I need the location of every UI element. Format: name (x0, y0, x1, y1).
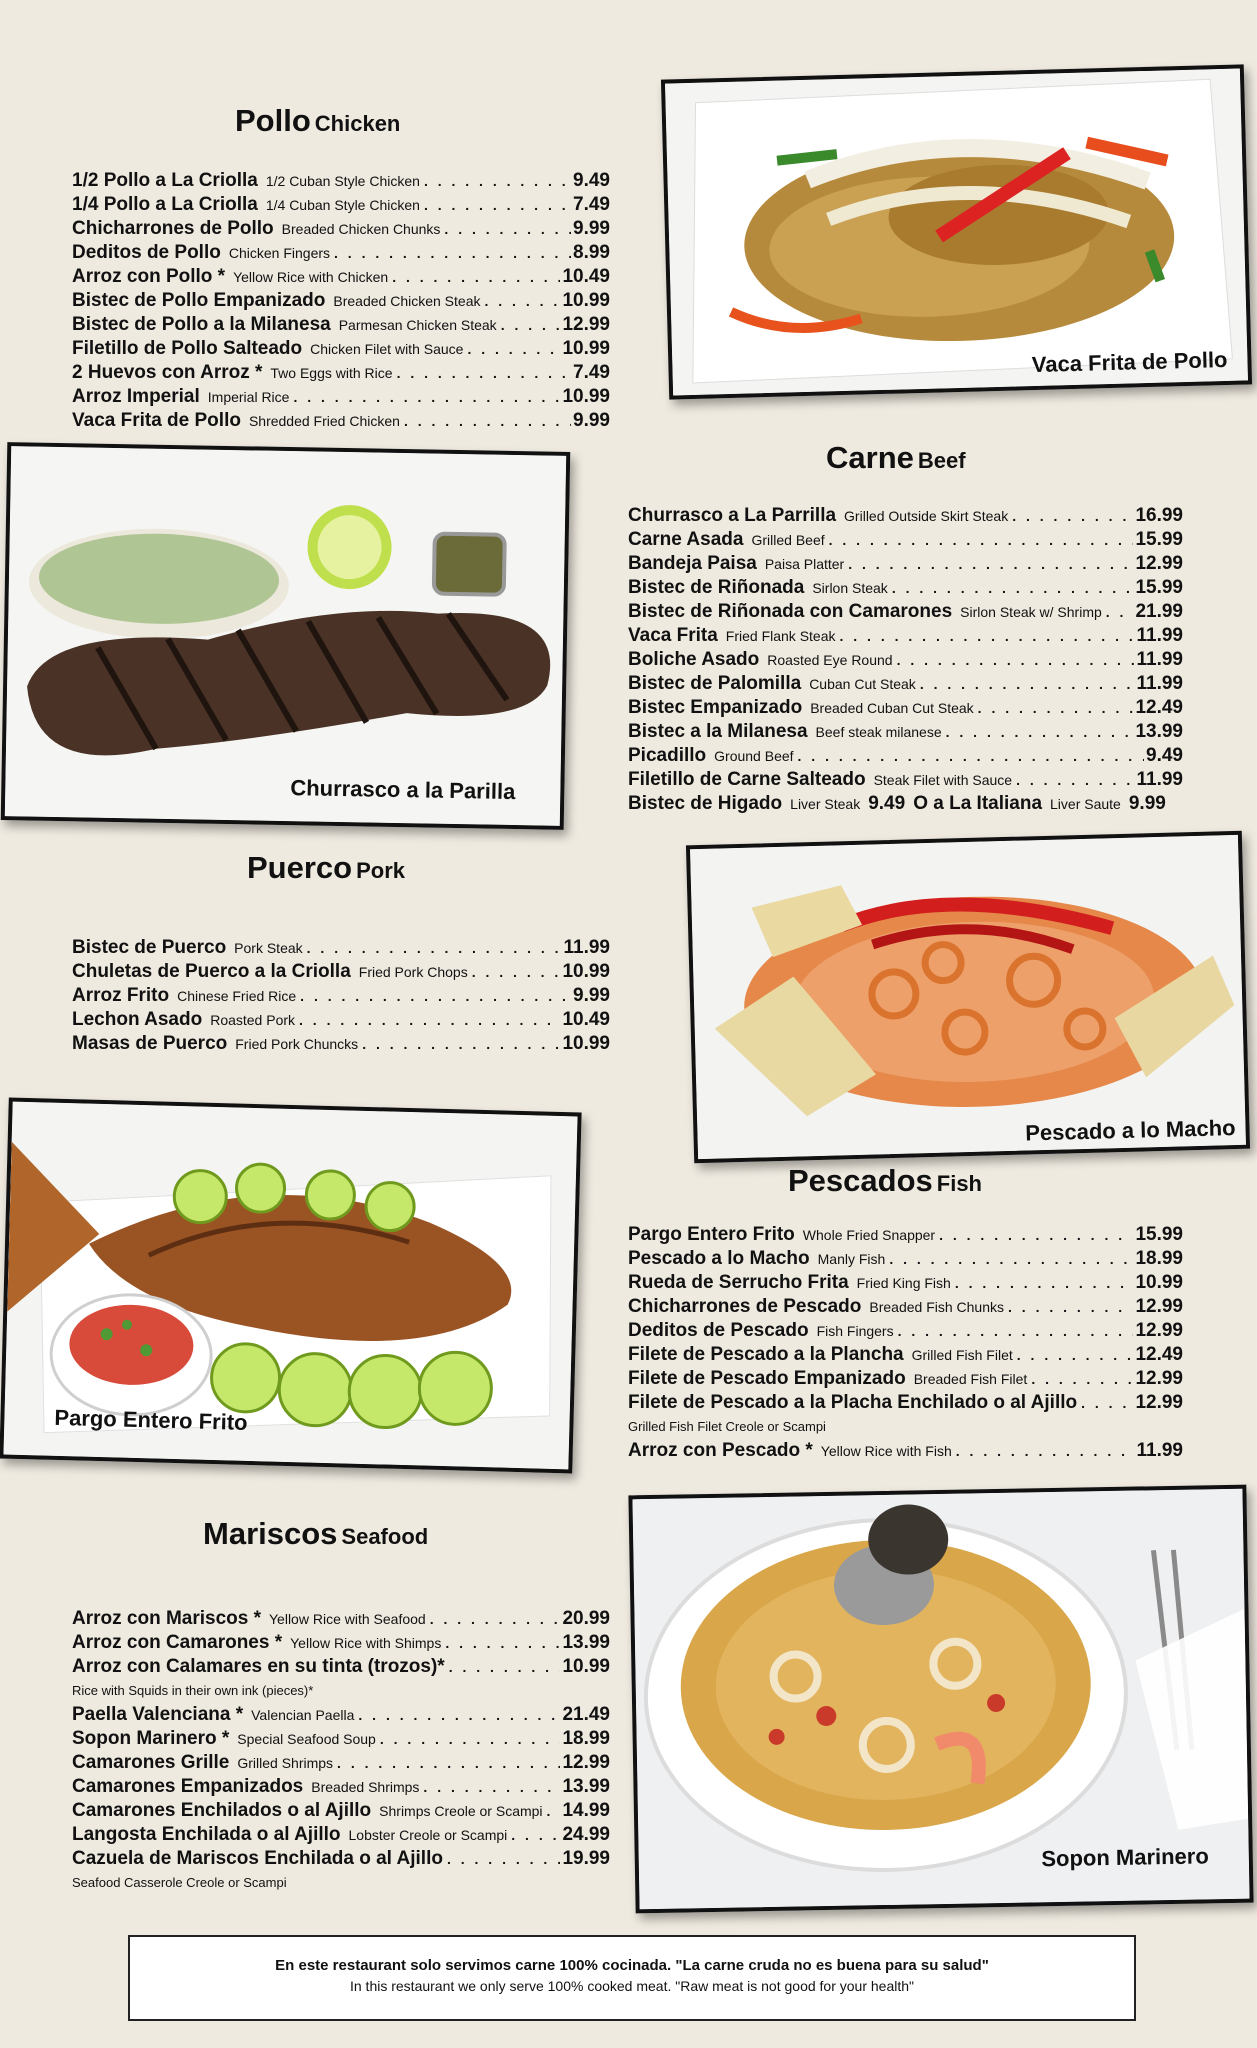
menu-list-pollo (72, 169, 610, 433)
item-name: Masas de Puerco (72, 1033, 228, 1054)
menu-item (628, 624, 1183, 648)
item-price: 9.99 (573, 410, 610, 431)
item-name: Camarones Empanizados (72, 1776, 304, 1797)
item-name: Filete de Pescado a la Placha Enchilado o al Ajillo (628, 1392, 1078, 1413)
item-desc: Breaded Chicken Steak (333, 293, 481, 309)
dot-leader (1008, 1295, 1133, 1319)
item-name: Bandeja Paisa (628, 553, 757, 574)
item-name: Bistec a la Milanesa (628, 721, 808, 742)
item-price: 15.99 (1135, 1224, 1183, 1245)
menu-item (628, 648, 1183, 672)
item-note: Grilled Fish Filet Creole or Scampi (628, 1419, 826, 1434)
menu-item (628, 528, 1183, 552)
item-price: 9.49 (573, 170, 610, 191)
item-note: Seafood Casserole Creole or Scampi (72, 1875, 287, 1890)
item-desc: Grilled Beef (751, 532, 825, 548)
dot-leader (1106, 600, 1134, 624)
cooked-meat-notice (128, 1935, 1136, 2021)
item-price: 10.99 (562, 1033, 610, 1054)
item-desc: Roasted Pork (210, 1012, 296, 1028)
menu-item (72, 984, 610, 1008)
dot-leader (397, 361, 571, 385)
menu-item (72, 1655, 610, 1679)
item-name: Bistec de Puerco (72, 937, 227, 958)
menu-item (72, 409, 610, 433)
item-desc: Yellow Rice with Fish (820, 1443, 952, 1459)
dot-leader (920, 672, 1135, 696)
title-es: Pollo (235, 103, 311, 138)
item-name: Arroz con Camarones * (72, 1632, 283, 1653)
item-desc: 1/2 Cuban Style Chicken (265, 173, 420, 189)
dot-leader (307, 936, 562, 960)
item-price: 11.99 (1136, 769, 1183, 790)
item-price: 11.99 (1136, 1440, 1183, 1461)
item-desc: Two Eggs with Rice (270, 365, 393, 381)
item-price: 10.99 (562, 338, 610, 359)
menu-item (72, 169, 610, 193)
section-title-mariscos (203, 1516, 428, 1552)
section-title-pollo (235, 103, 400, 139)
item-name: Boliche Asado (628, 649, 760, 670)
item-name: Camarones Enchilados o al Ajillo (72, 1800, 372, 1821)
item-desc: Fried Pork Chops (358, 964, 468, 980)
item-name: Arroz con Pollo * (72, 266, 226, 287)
menu-item (628, 1343, 1183, 1367)
menu-item (72, 1775, 610, 1799)
photo-caption: Sopon Marinero (1041, 1843, 1209, 1872)
item-desc: Valencian Paella (251, 1707, 355, 1723)
item-name: Lechon Asado (72, 1009, 203, 1030)
shredded-chicken-plate-image (665, 69, 1248, 396)
menu-item (72, 1847, 610, 1871)
item-desc: Roasted Eye Round (767, 652, 893, 668)
menu-item (72, 1631, 610, 1655)
dot-leader (392, 265, 560, 289)
item-name: Paella Valenciana * (72, 1704, 244, 1725)
item-price: 9.99 (573, 218, 610, 239)
item-name: Arroz con Mariscos * (72, 1608, 261, 1629)
item-desc: Shrimps Creole or Scampi (379, 1803, 543, 1819)
item-desc: Fried Pork Chuncks (235, 1036, 359, 1052)
photo-caption: Churrasco a la Parilla (290, 775, 516, 805)
item-desc: Ground Beef (714, 748, 794, 764)
item-name-alt: O a La Italiana (913, 793, 1043, 814)
dot-leader (447, 1847, 560, 1871)
item-name: Chuletas de Puerco a la Criolla (72, 961, 351, 982)
item-name: Carne Asada (628, 529, 744, 550)
item-name: Chicharrones de Pescado (628, 1296, 862, 1317)
item-desc: Breaded Fish Filet (913, 1371, 1028, 1387)
item-name: Filetillo de Carne Salteado (628, 769, 866, 790)
dot-leader (404, 409, 571, 433)
item-price: 9.49 (1146, 745, 1183, 766)
item-price: 24.99 (562, 1824, 610, 1845)
menu-item (628, 1223, 1183, 1247)
item-price: 10.99 (562, 290, 610, 311)
title-en: Chicken (314, 111, 401, 136)
photo-vaca-frita-de-pollo (661, 64, 1252, 399)
item-price: 15.99 (1135, 577, 1183, 598)
dot-leader (1012, 504, 1133, 528)
item-name: Filete de Pescado Empanizado (628, 1368, 906, 1389)
item-desc: Breaded Chicken Chunks (281, 221, 441, 237)
item-desc: Parmesan Chicken Steak (338, 317, 497, 333)
item-desc-alt: Liver Saute (1050, 796, 1121, 812)
menu-list-carne (628, 504, 1183, 816)
item-desc: Liver Steak (790, 796, 861, 812)
item-price: 13.99 (1135, 721, 1183, 742)
menu-item (72, 960, 610, 984)
dot-leader (501, 313, 561, 337)
menu-list-mariscos (72, 1607, 610, 1895)
item-name: Pargo Entero Frito (628, 1224, 795, 1245)
item-price: 12.99 (562, 1752, 610, 1773)
dot-leader (956, 1439, 1135, 1463)
item-desc: Shredded Fried Chicken (248, 413, 400, 429)
menu-item (72, 313, 610, 337)
item-desc: Pork Steak (234, 940, 303, 956)
item-desc: Imperial Rice (207, 389, 290, 405)
item-note: Rice with Squids in their own ink (pieces)* (72, 1683, 314, 1698)
item-name: 1/4 Pollo a La Criolla (72, 194, 258, 215)
menu-item (72, 265, 610, 289)
item-desc: Yellow Rice with Seafood (269, 1611, 426, 1627)
dot-leader (299, 1008, 560, 1032)
dot-leader (467, 337, 560, 361)
dot-leader (1016, 768, 1134, 792)
dot-leader (445, 1631, 560, 1655)
dot-leader (1017, 1343, 1134, 1367)
menu-item (72, 1727, 610, 1751)
dot-leader (337, 1751, 560, 1775)
dot-leader (424, 193, 571, 217)
item-price: 20.99 (562, 1608, 610, 1629)
dot-leader (293, 385, 560, 409)
title-en: Pork (356, 858, 406, 883)
menu-item (72, 1703, 610, 1727)
dot-leader (430, 1607, 561, 1631)
item-desc: Manly Fish (817, 1251, 886, 1267)
dot-leader (946, 720, 1134, 744)
menu-item (72, 193, 610, 217)
photo-pescado-a-lo-macho (686, 831, 1250, 1163)
item-name: Churrasco a La Parrilla (628, 505, 837, 526)
item-desc: Steak Filet with Sauce (873, 772, 1013, 788)
item-name: Bistec de Palomilla (628, 673, 802, 694)
item-desc: Chinese Fried Rice (177, 988, 297, 1004)
menu-item (72, 241, 610, 265)
item-price: 13.99 (562, 1632, 610, 1653)
dot-leader (897, 648, 1135, 672)
item-desc: Chicken Filet with Sauce (310, 341, 464, 357)
dot-leader (444, 217, 571, 241)
menu-item (72, 217, 610, 241)
menu-item (628, 1247, 1183, 1271)
grilled-steak-plate-image (5, 446, 566, 826)
menu-item (628, 1391, 1183, 1415)
item-desc: Grilled Shrimps (237, 1755, 334, 1771)
item-price: 12.99 (1135, 1320, 1183, 1341)
item-desc: Yellow Rice with Shimps (290, 1635, 442, 1651)
item-price: 11.99 (563, 937, 610, 958)
dot-leader (898, 1319, 1134, 1343)
dot-leader (840, 624, 1135, 648)
item-price: 12.49 (1135, 1344, 1183, 1365)
item-name: Sopon Marinero * (72, 1728, 230, 1749)
item-price: 15.99 (1135, 529, 1183, 550)
menu-item (72, 1823, 610, 1847)
item-desc: Fried Flank Steak (725, 628, 836, 644)
item-desc: Yellow Rice with Chicken (233, 269, 389, 285)
title-en: Seafood (341, 1524, 429, 1549)
item-price-alt: 9.99 (1128, 793, 1166, 814)
item-price: 21.99 (1135, 601, 1183, 622)
menu-item (628, 768, 1183, 792)
section-title-pescados (788, 1163, 982, 1199)
item-desc: Special Seafood Soup (237, 1731, 376, 1747)
dot-leader (484, 289, 560, 313)
section-title-puerco (247, 850, 405, 886)
item-desc: Grilled Fish Filet (911, 1347, 1013, 1363)
title-es: Carne (826, 440, 914, 475)
menu-item (628, 1271, 1183, 1295)
item-name: Pescado a lo Macho (628, 1248, 810, 1269)
item-price: 10.49 (562, 1009, 610, 1030)
dot-leader (358, 1703, 560, 1727)
item-name: Vaca Frita (628, 625, 718, 646)
menu-list-pescados (628, 1223, 1183, 1463)
menu-item (72, 1799, 610, 1823)
item-price: 10.99 (562, 386, 610, 407)
item-desc: Grilled Outside Skirt Steak (844, 508, 1009, 524)
item-price: 18.99 (562, 1728, 610, 1749)
item-price: 19.99 (562, 1848, 610, 1869)
item-name: Rueda de Serrucho Frita (628, 1272, 849, 1293)
item-price: 10.99 (562, 1656, 610, 1677)
item-name: Arroz con Calamares en su tinta (trozos)* (72, 1656, 445, 1677)
item-price: 21.49 (562, 1704, 610, 1725)
dot-leader (798, 744, 1144, 768)
title-en: Beef (917, 448, 966, 473)
photo-sopon-marinero (628, 1485, 1253, 1914)
item-price: 7.49 (573, 194, 610, 215)
item-price: 12.99 (562, 314, 610, 335)
item-name: Deditos de Pescado (628, 1320, 809, 1341)
item-name: Arroz Frito (72, 985, 170, 1006)
menu-item (628, 504, 1183, 528)
item-name: Camarones Grille (72, 1752, 230, 1773)
menu-item (72, 936, 610, 960)
item-desc: Fish Fingers (816, 1323, 894, 1339)
item-desc: Whole Fried Snapper (802, 1227, 936, 1243)
dot-leader (380, 1727, 561, 1751)
item-name: Filetillo de Pollo Salteado (72, 338, 303, 359)
item-price: 12.99 (1135, 1296, 1183, 1317)
dot-leader (472, 960, 561, 984)
item-name: 2 Huevos con Arroz * (72, 362, 263, 383)
menu-item (628, 1295, 1183, 1319)
item-price: 7.49 (573, 362, 610, 383)
title-en: Fish (936, 1171, 982, 1196)
title-es: Pescados (788, 1163, 933, 1198)
menu-item (628, 1319, 1183, 1343)
dot-leader (300, 984, 571, 1008)
dot-leader (848, 552, 1133, 576)
item-desc: Beef steak milanese (815, 724, 942, 740)
item-price: 14.99 (562, 1800, 610, 1821)
item-price: 11.99 (1136, 673, 1183, 694)
item-price: 12.99 (1135, 553, 1183, 574)
item-name: 1/2 Pollo a La Criolla (72, 170, 258, 191)
item-name: Bistec de Pollo Empanizado (72, 290, 326, 311)
photo-pargo-entero-frito (0, 1098, 582, 1474)
menu-item (628, 696, 1183, 720)
item-name: Chicharrones de Pollo (72, 218, 274, 239)
menu-item (628, 672, 1183, 696)
dot-leader (889, 1247, 1133, 1271)
dot-leader (362, 1032, 560, 1056)
item-name: Cazuela de Mariscos Enchilada o al Ajillo (72, 1848, 443, 1869)
item-name: Bistec Empanizado (628, 697, 803, 718)
item-name: Bistec de Riñonada con Camarones (628, 601, 953, 622)
menu-item (72, 361, 610, 385)
dot-leader (424, 169, 571, 193)
photo-churrasco (1, 442, 571, 830)
item-desc: Lobster Creole or Scampi (348, 1827, 508, 1843)
item-desc: Breaded Fish Chunks (869, 1299, 1005, 1315)
notice-spanish: En este restaurant solo servimos carne 100% cocinada. "La carne cruda no es buena para su salud" (275, 1957, 989, 1974)
dot-leader (955, 1271, 1134, 1295)
dot-leader (829, 528, 1134, 552)
item-desc: Cuban Cut Steak (809, 676, 916, 692)
dot-leader (547, 1799, 561, 1823)
item-price: 8.99 (573, 242, 610, 263)
menu-item (628, 720, 1183, 744)
item-name: Bistec de Higado (628, 793, 783, 814)
seafood-sauce-plate-image (690, 835, 1246, 1159)
item-price: 11.99 (1136, 649, 1183, 670)
menu-item (72, 385, 610, 409)
dot-leader (892, 576, 1134, 600)
dot-leader (978, 696, 1134, 720)
dot-leader (423, 1775, 560, 1799)
dot-leader (939, 1223, 1133, 1247)
item-name: Deditos de Pollo (72, 242, 221, 263)
photo-caption: Vaca Frita de Pollo (1031, 346, 1228, 378)
menu-item-higado (628, 792, 1183, 816)
menu-item (628, 600, 1183, 624)
item-name: Bistec de Riñonada (628, 577, 805, 598)
dot-leader (511, 1823, 560, 1847)
title-es: Mariscos (203, 1516, 338, 1551)
item-price: 10.99 (1135, 1272, 1183, 1293)
item-price: 10.99 (562, 961, 610, 982)
item-name: Arroz Imperial (72, 386, 200, 407)
item-name: Langosta Enchilada o al Ajillo (72, 1824, 341, 1845)
menu-item (72, 1032, 610, 1056)
dot-leader (334, 241, 571, 265)
menu-item (72, 1751, 610, 1775)
menu-item (628, 552, 1183, 576)
item-price: 13.99 (562, 1776, 610, 1797)
item-desc: Sirlon Steak (812, 580, 888, 596)
photo-caption: Pescado a lo Macho (1024, 1115, 1236, 1146)
menu-item (628, 576, 1183, 600)
menu-item (72, 337, 610, 361)
menu-item (72, 289, 610, 313)
menu-list-puerco (72, 936, 610, 1056)
item-price: 12.99 (1135, 1392, 1183, 1413)
dot-leader (449, 1655, 561, 1679)
menu-item (628, 1367, 1183, 1391)
item-price: 18.99 (1135, 1248, 1183, 1269)
item-name: Picadillo (628, 745, 707, 766)
item-desc: 1/4 Cuban Style Chicken (265, 197, 420, 213)
item-price: 9.99 (573, 985, 610, 1006)
title-es: Puerco (247, 850, 353, 885)
item-price: 12.99 (1135, 1368, 1183, 1389)
menu-item (628, 744, 1183, 768)
notice-english: In this restaurant we only serve 100% cooked meat. "Raw meat is not good for your health" (349, 1978, 914, 1994)
section-title-carne (826, 440, 966, 476)
dot-leader (1031, 1367, 1133, 1391)
item-desc: Paisa Platter (764, 556, 845, 572)
item-desc: Fried King Fish (856, 1275, 951, 1291)
menu-item (72, 1008, 610, 1032)
item-name: Vaca Frita de Pollo (72, 410, 241, 431)
photo-caption: Pargo Entero Frito (54, 1404, 248, 1435)
item-price: 10.49 (562, 266, 610, 287)
item-price: 16.99 (1135, 505, 1183, 526)
item-desc: Chicken Fingers (228, 245, 331, 261)
item-name: Filete de Pescado a la Plancha (628, 1344, 904, 1365)
dot-leader (1081, 1391, 1133, 1415)
item-desc: Breaded Shrimps (311, 1779, 420, 1795)
item-price: 9.49 (868, 793, 906, 814)
item-name: Arroz con Pescado * (628, 1440, 813, 1461)
menu-item (628, 1439, 1183, 1463)
item-desc: Sirlon Steak w/ Shrimp (960, 604, 1102, 620)
item-price: 12.49 (1135, 697, 1183, 718)
item-desc: Breaded Cuban Cut Steak (810, 700, 974, 716)
item-price: 11.99 (1136, 625, 1183, 646)
item-name: Bistec de Pollo a la Milanesa (72, 314, 331, 335)
menu-item (72, 1607, 610, 1631)
